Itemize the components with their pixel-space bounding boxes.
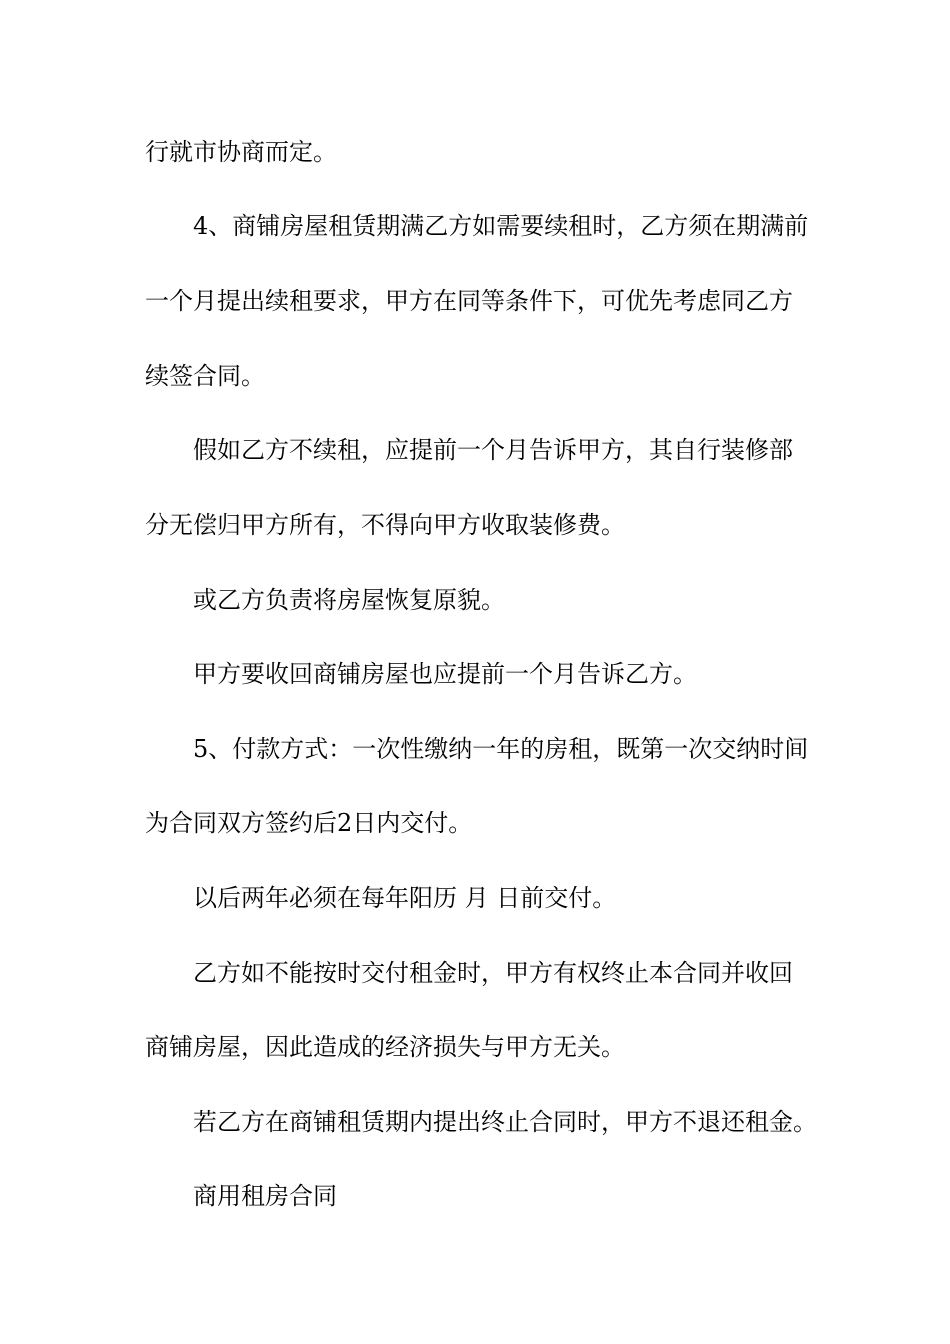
text-line: 为合同双方签约后2日内交付。 [145, 809, 473, 837]
text-line: 假如乙方不续租，应提前一个月告诉甲方，其自行装修部 [193, 436, 793, 464]
text-line: 若乙方在商铺租赁期内提出终止合同时，甲方不退还租金。 [193, 1108, 817, 1136]
text-line: 行就市协商而定。 [145, 138, 337, 166]
text-line: 甲方要收回商铺房屋也应提前一个月告诉乙方。 [193, 660, 697, 688]
text-line: 商用租房合同 [193, 1182, 337, 1210]
text-line: 分无偿归甲方所有，不得向甲方收取装修费。 [145, 511, 625, 539]
text-line: 商铺房屋，因此造成的经济损失与甲方无关。 [145, 1033, 625, 1061]
text-line: 续签合同。 [145, 362, 265, 390]
text-line: 5、付款方式：一次性缴纳一年的房租，既第一次交纳时间 [193, 735, 809, 763]
text-line: 或乙方负责将房屋恢复原貌。 [193, 586, 505, 614]
text-line: 4、商铺房屋租赁期满乙方如需要续租时，乙方须在期满前 [193, 212, 809, 240]
text-line: 以后两年必须在每年阳历 月 日前交付。 [193, 884, 617, 912]
text-line: 一个月提出续租要求，甲方在同等条件下，可优先考虑同乙方 [145, 287, 793, 315]
text-line: 乙方如不能按时交付租金时，甲方有权终止本合同并收回 [193, 959, 793, 987]
